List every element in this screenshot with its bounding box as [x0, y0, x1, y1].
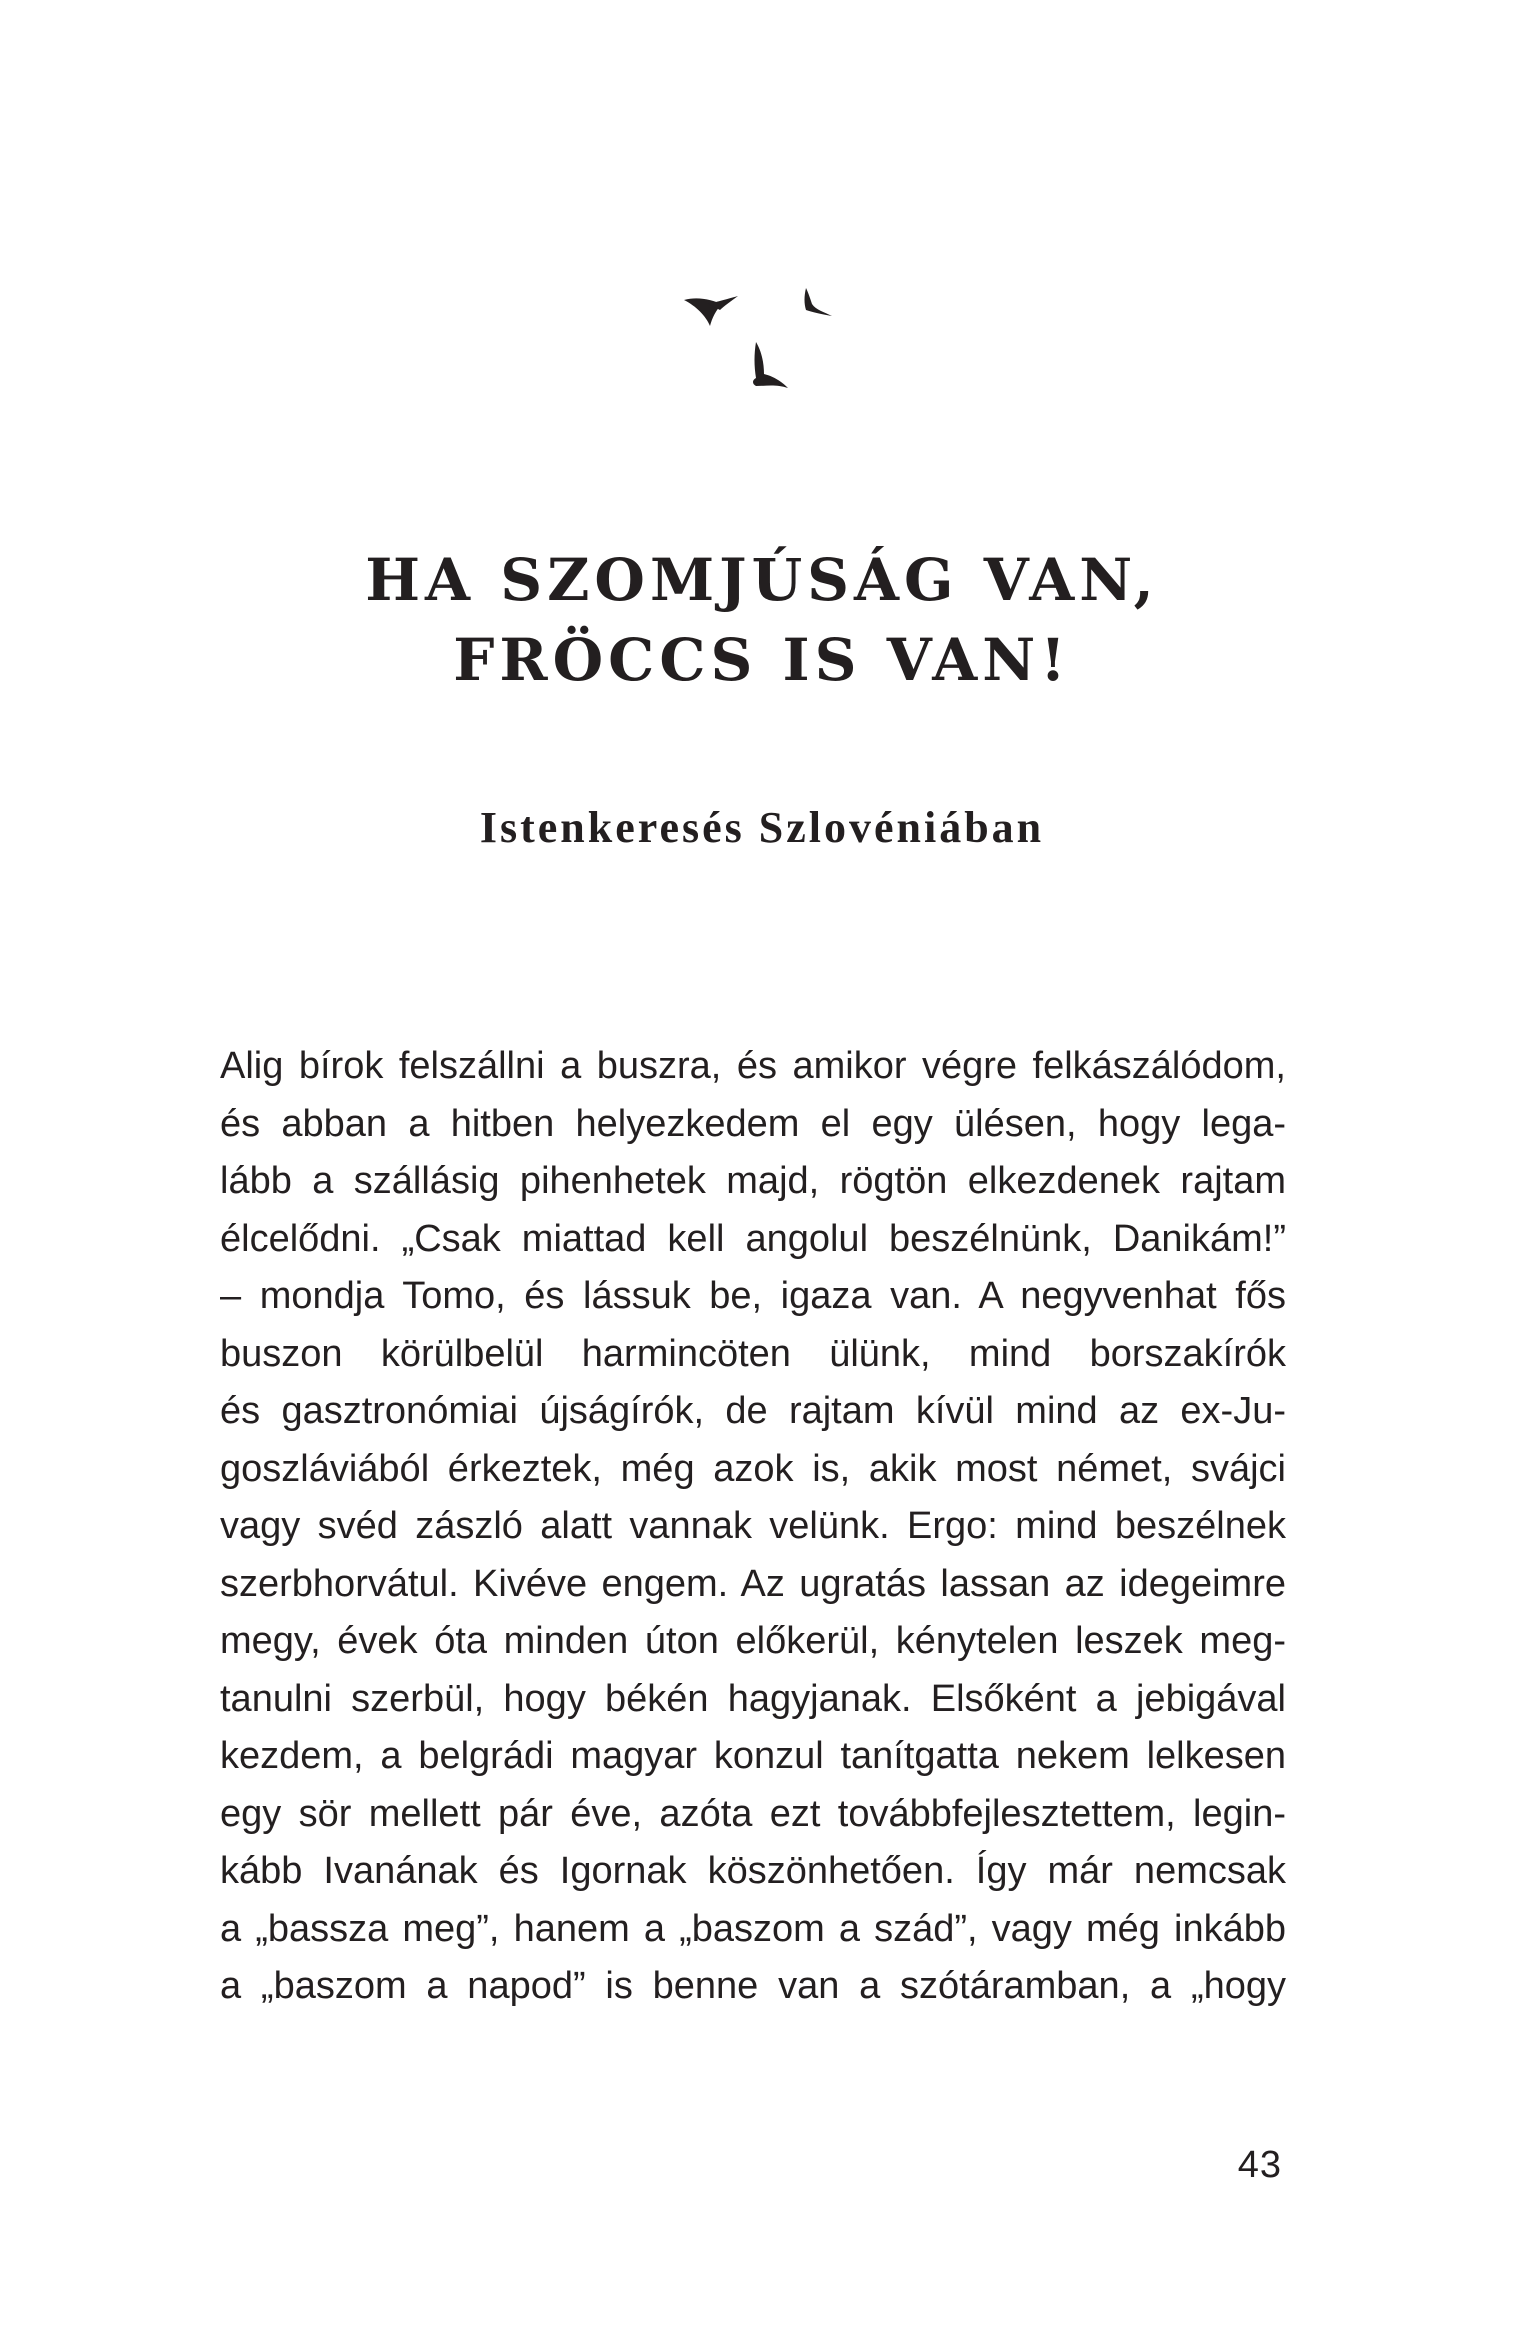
text-line: – mondja Tomo, és lássuk be, igaza van. A negyvenhat fős: [220, 1275, 1286, 1317]
text-line: a „bassza meg”, hanem a „baszom a szád”, vagy még inkább: [220, 1907, 1286, 1950]
text-line: vagy svéd zászló alatt vannak velünk. Ergo: mind beszélnek: [220, 1505, 1286, 1547]
text-line: megy, évek óta minden úton előkerül, kénytelen leszek meg-: [220, 1620, 1286, 1662]
chapter-title-line-2: FRÖCCS IS VAN!: [453, 626, 1071, 694]
chapter-subtitle: Istenkeresés Szlovéniában: [479, 803, 1045, 852]
text-line: szerbhorvátul. Kivéve engem. Az ugratás lassan az idegeimre: [220, 1562, 1286, 1605]
text-line: Alig bírok felszállni a buszra, és amikor végre felkászálódom,: [220, 1045, 1286, 1087]
text-line: lább a szállásig pihenhetek majd, rögtön elkezdenek rajtam: [220, 1160, 1286, 1202]
text-line: goszláviából érkeztek, még azok is, akik most német, svájci: [220, 1447, 1286, 1490]
chapter-title: [0, 540, 1524, 700]
text-line: és gasztronómiai újságírók, de rajtam kívül mind az ex-Ju-: [220, 1390, 1286, 1432]
body-paragraph: [220, 1038, 1286, 2016]
text-line: a „baszom a napod” is benne van a szótáramban, a „hogy: [220, 1965, 1286, 2007]
text-line: buszon körülbelül harmincöten ülünk, mind borszakírók: [220, 1332, 1286, 1375]
chapter-title-line-1: HA SZOMJÚSÁG VAN,: [365, 546, 1159, 614]
text-line: és abban a hitben helyezkedem el egy ülésen, hogy lega-: [220, 1102, 1286, 1145]
text-line: élcelődni. „Csak miattad kell angolul beszélnünk, Danikám!”: [220, 1217, 1286, 1260]
text-line: egy sör mellett pár éve, azóta ezt továbbfejlesztettem, legin-: [220, 1792, 1286, 1835]
text-line: kezdem, a belgrádi magyar konzul tanítgatta nekem lelkesen: [220, 1735, 1286, 1777]
text-line: kább Ivanának és Igornak köszönhetően. Így már nemcsak: [220, 1850, 1286, 1892]
bird-ornament-icon: [680, 288, 840, 398]
page-number: 43: [1237, 2144, 1282, 2186]
text-line: tanulni szerbül, hogy békén hagyjanak. Elsőként a jebigával: [220, 1677, 1286, 1720]
